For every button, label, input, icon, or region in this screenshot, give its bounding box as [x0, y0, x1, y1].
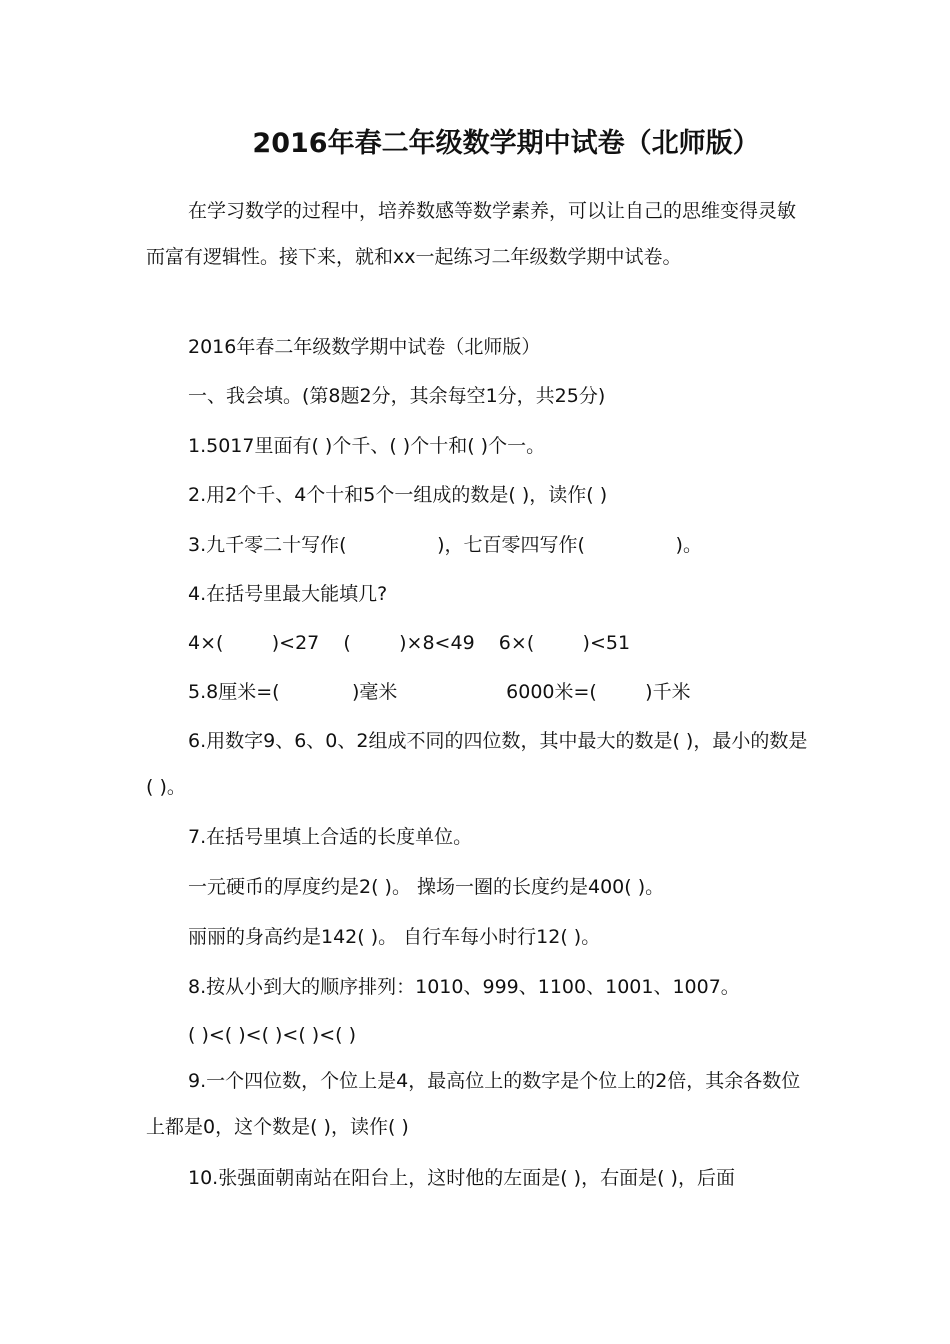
- question-5: 5.8厘米=( )毫米 6000米=( )千米: [188, 681, 691, 703]
- question-8: 8.按从小到大的顺序排列：1010、999、1100、1001、1007。: [188, 976, 740, 998]
- question-7-line-1: 一元硬币的厚度约是2( )。 操场一圈的长度约是400( )。: [188, 876, 665, 898]
- question-7: 7.在括号里填上合适的长度单位。: [188, 826, 473, 848]
- question-6: 6.用数字9、6、0、2组成不同的四位数，其中最大的数是( )，最小的数是( )。: [146, 730, 808, 798]
- question-7-line-2: 丽丽的身高约是142( )。 自行车每小时行12( )。: [188, 926, 601, 948]
- question-4: 4.在括号里最大能填几?: [188, 583, 388, 605]
- subtitle: 2016年春二年级数学期中试卷（北师版）: [188, 336, 541, 358]
- intro-paragraph: 在学习数学的过程中，培养数感等数学素养，可以让自己的思维变得灵敏而富有逻辑性。接下来，就和xx一起练习二年级数学期中试卷。: [146, 200, 797, 268]
- question-4-inequalities: 4×( )<27 ( )×8<49 6×( )<51: [188, 632, 631, 654]
- question-1: 1.5017里面有( )个千、( )个十和( )个一。: [188, 435, 546, 457]
- question-9: 9.一个四位数，个位上是4，最高位上的数字是个位上的2倍，其余各数位上都是0，这个数是( )，读作( ): [146, 1070, 801, 1138]
- question-10: 10.张强面朝南站在阳台上，这时他的左面是( )，右面是( )，后面: [188, 1167, 735, 1189]
- question-3: 3.九千零二十写作( )，七百零四写作( )。: [188, 534, 702, 556]
- section-heading: 一、我会填。(第8题2分，其余每空1分，共25分): [188, 385, 606, 407]
- question-2: 2.用2个千、4个十和5个一组成的数是( )，读作( ): [188, 484, 608, 506]
- document-title: 2016年春二年级数学期中试卷（北师版）: [252, 128, 760, 159]
- question-8-blanks: ( )<( )<( )<( )<( ): [188, 1024, 357, 1046]
